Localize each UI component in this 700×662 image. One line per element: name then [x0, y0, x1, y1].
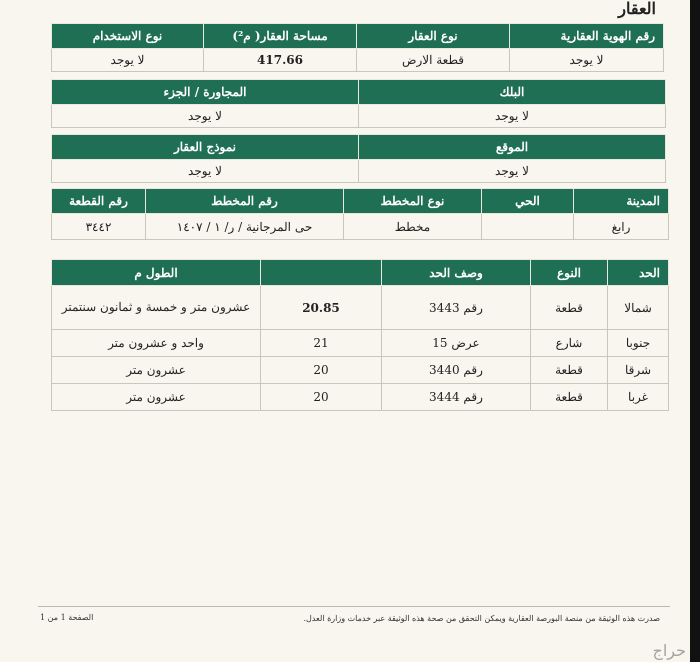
- neighborhood-part-value: لا يوجد: [52, 105, 359, 128]
- side-header: الحد: [608, 260, 669, 286]
- parcel-number-header: رقم القطعة: [52, 189, 146, 214]
- length-number-cell: 20.85: [261, 286, 382, 330]
- type-cell: قطعة: [531, 357, 608, 384]
- block-value: لا يوجد: [359, 105, 666, 128]
- length-text-cell: عشرون متر: [52, 384, 261, 411]
- usage-type-value: لا يوجد: [52, 49, 204, 72]
- side-cell: جنوبا: [608, 330, 669, 357]
- neighborhood-part-header: المجاورة / الجزء: [52, 80, 359, 105]
- property-area-header: مساحة العقار( م²): [204, 24, 357, 49]
- plan-type-value: مخطط: [344, 214, 482, 240]
- table-row: [52, 384, 669, 411]
- property-id-value: لا يوجد: [510, 49, 664, 72]
- footer-divider: [38, 606, 670, 607]
- side-cell: غربا: [608, 384, 669, 411]
- block-table: [51, 79, 666, 128]
- length-text-cell: عشرون متر و خمسة و ثمانون سنتمتر: [52, 286, 261, 330]
- property-type-value: قطعة الارض: [357, 49, 510, 72]
- table-row: [52, 286, 669, 330]
- table-row: [52, 357, 669, 384]
- property-value-row: [52, 49, 664, 72]
- page-number: الصفحة 1 من 1: [40, 613, 94, 622]
- length-text-cell: واحد و عشرون متر: [52, 330, 261, 357]
- property-type-header: نوع العقار: [357, 24, 510, 49]
- side-cell: شمالا: [608, 286, 669, 330]
- table-row: [52, 330, 669, 357]
- boundaries-table: [51, 259, 669, 411]
- property-table: [51, 23, 664, 72]
- type-header: النوع: [531, 260, 608, 286]
- plan-table: [51, 188, 669, 240]
- property-id-header: رقم الهوية العقارية: [510, 24, 664, 49]
- length-number-header: [261, 260, 382, 286]
- plan-number-header: رقم المخطط: [146, 189, 344, 214]
- length-number-cell: 21: [261, 330, 382, 357]
- plan-type-header: نوع المخطط: [344, 189, 482, 214]
- footer-note: صدرت هذه الوثيقة من منصة البورصة العقارية ويمكن التحقق من صحة هذه الوثيقة عبر خدمات وزارة العدل.: [303, 614, 660, 623]
- plan-number-value: حى المرجانية / ر/ ١ / ١٤٠٧: [146, 214, 344, 240]
- length-number-cell: 20: [261, 357, 382, 384]
- location-value: لا يوجد: [359, 160, 666, 183]
- district-value: [482, 214, 574, 240]
- city-header: المدينة: [574, 189, 669, 214]
- description-header: وصف الحد: [382, 260, 531, 286]
- property-model-value: لا يوجد: [52, 160, 359, 183]
- side-cell: شرقا: [608, 357, 669, 384]
- usage-type-header: نوع الاستخدام: [52, 24, 204, 49]
- property-area-value: 417.66: [204, 49, 357, 72]
- length-number-cell: 20: [261, 384, 382, 411]
- length-header: الطول م: [52, 260, 261, 286]
- block-header: البلك: [359, 80, 666, 105]
- type-cell: قطعة: [531, 286, 608, 330]
- property-header-row: [52, 24, 664, 49]
- description-cell: رقم 3444: [382, 384, 531, 411]
- property-model-header: نموذج العقار: [52, 135, 359, 160]
- description-cell: رقم 3443: [382, 286, 531, 330]
- type-cell: قطعة: [531, 384, 608, 411]
- section-title: العقار: [618, 0, 656, 18]
- location-table: [51, 134, 666, 183]
- boundaries-header-row: [52, 260, 669, 286]
- district-header: الحي: [482, 189, 574, 214]
- location-header: الموقع: [359, 135, 666, 160]
- description-cell: عرض 15: [382, 330, 531, 357]
- description-cell: رقم 3440: [382, 357, 531, 384]
- parcel-number-value: ٣٤٤٢: [52, 214, 146, 240]
- type-cell: شارع: [531, 330, 608, 357]
- window-edge: [690, 0, 700, 662]
- watermark-logo: حراج: [652, 641, 686, 660]
- city-value: رابغ: [574, 214, 669, 240]
- length-text-cell: عشرون متر: [52, 357, 261, 384]
